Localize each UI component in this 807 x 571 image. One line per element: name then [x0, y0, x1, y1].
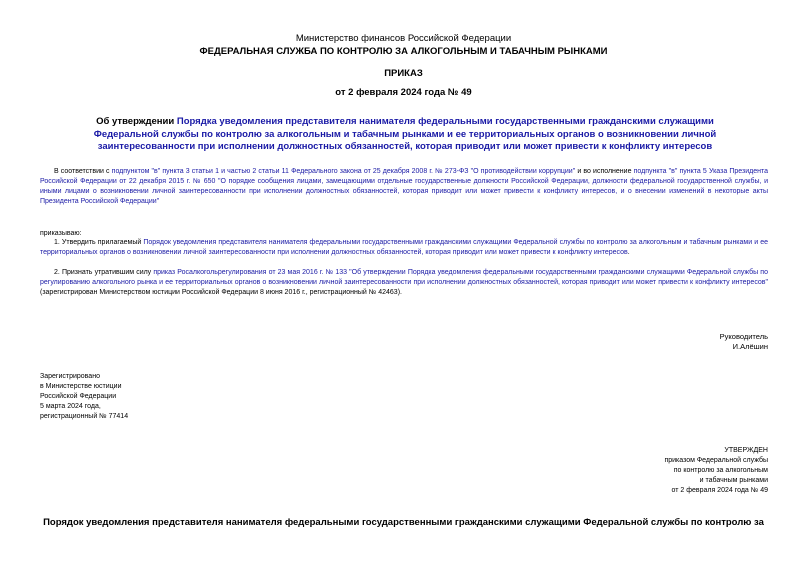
p1-text-a: В соответствии с: [54, 168, 112, 175]
registration-line: Зарегистрировано: [40, 373, 100, 380]
signer-role: Руководитель: [719, 332, 768, 341]
paragraph-item-2: [40, 268, 768, 298]
p1-text-b: и во исполнение: [575, 168, 634, 175]
paragraph-basis: [40, 167, 768, 207]
procedure-title: Порядок уведомления представителя нанимателя федеральными государственными гражданскими служащими Федеральной службы по контролю за: [43, 517, 764, 528]
doc-date: от 2 февраля 2024 года № 49: [335, 87, 472, 98]
paragraph-order: приказываю:: [40, 230, 82, 237]
decree-650-link[interactable]: подпункта "в" пункта 5 Указа Президента Российской Федерации от 22 декабря 2015 г. № 650 "О порядке сообщения лицами, замещающими отдельные государственные должности Российской Федерации, должности федеральной государственной службы, и иными лицами о возникновении личной заинтересованности при исполнении должностных обязанностей, которая приводит или может привести к конфликту интересов, и о внесении изменений в некоторые акты Президента Российской Федерации": [40, 168, 768, 205]
registration-line: регистрационный № 77414: [40, 413, 129, 420]
order-133-link[interactable]: приказ Росалкогольрегулирования от 23 мая 2016 г. № 133 "Об утверждении Порядка уведомления федеральными государственными гражданскими служащими Федеральной службы по регулированию алкогольного рынка и ее территориальных органов о возникновении личной заинтересованности при исполнении должностных обязанностей, которая приводит или может привести к конфликту интересов": [40, 269, 768, 286]
ministry-name: Министерство финансов Российской Федерации: [295, 33, 512, 44]
approved-line: от 2 февраля 2024 года № 49: [671, 487, 768, 494]
p3-text-b: .: [627, 249, 630, 256]
approved-line: приказом Федеральной службы: [664, 457, 768, 464]
procedure-link[interactable]: Порядок уведомления представителя нанимателя федеральными государственными гражданскими служащими Федеральной службы по контролю за алкогольным и табачным рынками и ее территориальных органов о возникновении личной заинтересованности при исполнении должностных обязанностей, которая приводит или может привести к конфликту интересов: [40, 239, 769, 256]
approved-block: [528, 446, 768, 496]
document-title: [70, 116, 740, 154]
registration-line: Российской Федерации: [40, 393, 117, 400]
p4-text-b: (зарегистрирован Министерством юстиции Российской Федерации 8 июня 2016 г., регистрационный № 42463).: [40, 289, 402, 296]
approved-line: УТВЕРЖДЕН: [724, 447, 768, 454]
signer-block: [568, 332, 768, 352]
p3-text-a: 1. Утвердить прилагаемый: [54, 239, 144, 246]
registration-block: [40, 372, 260, 422]
law-273-link[interactable]: подпунктом "в" пункта 3 статьи 1 и частью 2 статьи 11 Федерального закона от 25 декабря 2008 г. № 273-ФЗ "О противодействии коррупции": [111, 168, 576, 175]
approved-line: по контролю за алкогольным: [673, 467, 768, 474]
service-name: ФЕДЕРАЛЬНАЯ СЛУЖБА ПО КОНТРОЛЮ ЗА АЛКОГОЛЬНЫМ И ТАБАЧНЫМ РЫНКАМИ: [199, 46, 608, 57]
paragraph-item-1: [40, 238, 768, 258]
signer-name: И.Алёшин: [732, 342, 768, 351]
p4-text-a: 2. Признать утратившим силу: [54, 269, 154, 276]
doc-type: ПРИКАЗ: [384, 68, 423, 79]
registration-line: в Министерстве юстиции: [40, 383, 122, 390]
approved-line: и табачным рынками: [699, 477, 768, 484]
title-link[interactable]: Порядка уведомления представителя нанимателя федеральными государственными гражданскими служащими Федеральной службы по контролю за алкогольным и табачным рынками и ее территориальных органов о возникновении личной заинтересованности при исполнении должностных обязанностей, которая приводит или может привести к конфликту интересов: [93, 116, 717, 152]
registration-line: 5 марта 2024 года,: [40, 403, 101, 410]
title-prefix: Об утверждении: [96, 116, 177, 127]
